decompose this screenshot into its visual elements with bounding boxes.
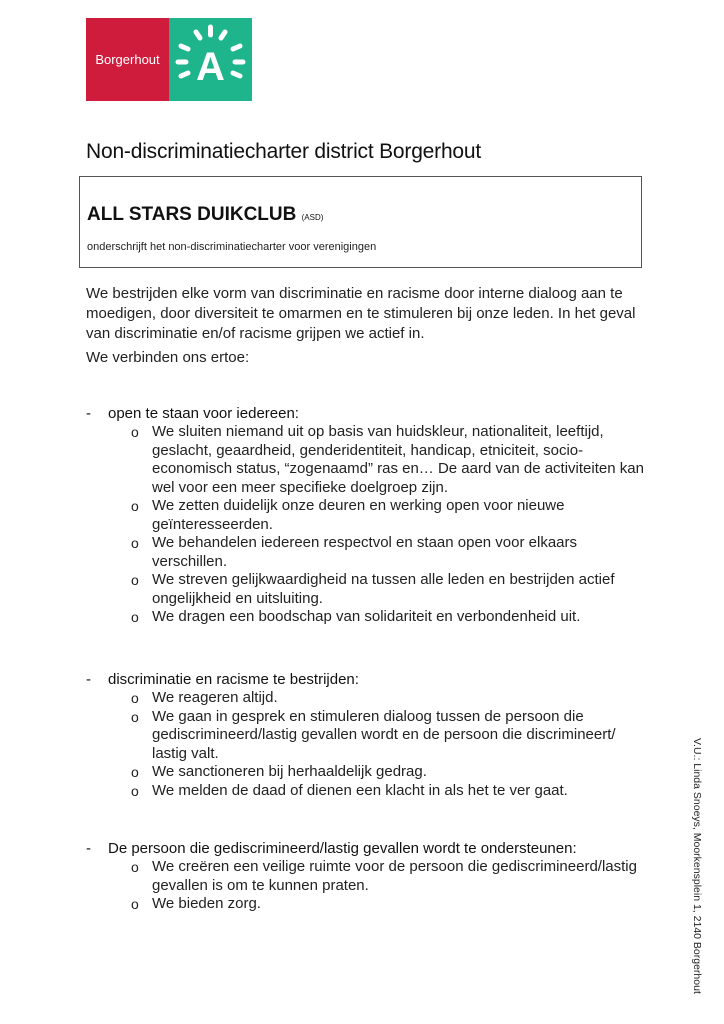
list-item-text: We gaan in gesprek en stimuleren dialoog tussen de persoon die gediscrimineerd/lastig gevallen wordt en de persoon die discrimineert/ lastig valt.	[152, 707, 616, 762]
section-ondersteunen	[86, 839, 646, 914]
list-item	[131, 571, 646, 608]
section-heading-text: open te staan voor iedereen:	[108, 405, 299, 422]
section-heading-text: discriminatie en racisme te bestrijden:	[108, 671, 359, 688]
list-item-text: We creëren een veilige ruimte voor de persoon die gediscrimineerd/lastig gevallen is om te kunnen praten.	[152, 858, 637, 894]
circle-bullet-icon: o	[131, 896, 139, 912]
responsible-publisher: V.U.: Linda Snoeys, Moorkensplein 1, 2140 Borgerhout	[691, 738, 703, 994]
circle-bullet-icon: o	[131, 708, 139, 725]
list-item-text: We bieden zorg.	[152, 895, 261, 912]
circle-bullet-icon: o	[131, 609, 139, 625]
section-items	[86, 689, 646, 800]
club-abbr: (ASD)	[301, 213, 324, 222]
logo-letter: A	[196, 45, 225, 89]
circle-bullet-icon: o	[131, 498, 139, 514]
list-item-text: We behandelen iedereen respectvol en staan open voor elkaars verschillen.	[152, 534, 578, 570]
dash-bullet: -	[86, 405, 91, 422]
list-item	[131, 781, 646, 801]
section-heading	[86, 670, 646, 689]
district-logo	[86, 18, 252, 101]
antwerpen-a-icon	[169, 18, 252, 101]
list-item	[131, 423, 646, 497]
intro-paragraph: We bestrijden elke vorm van discriminatie en racisme door interne dialoog aan te moedigen, door diversiteit te omarmen en te stimuleren bij onze leden. In het geval van discriminatie en/of racisme grijpen we actief in.	[86, 285, 636, 342]
circle-bullet-icon: o	[131, 782, 139, 799]
list-item	[131, 895, 646, 914]
club-name	[87, 204, 323, 226]
club-box	[79, 176, 642, 268]
circle-bullet-icon: o	[131, 764, 139, 780]
circle-bullet-icon: o	[131, 572, 139, 588]
list-item-text: We zetten duidelijk onze deuren en werking open voor nieuwe geïnteresseerden.	[152, 497, 565, 533]
list-item-text: We sluiten niemand uit op basis van huidskleur, nationaliteit, leeftijd, geslacht, geaardheid, genderidentiteit, handicap, etniciteit, socio-economisch status, “zogenaamd” ras en… De aard van de activiteiten kan wel voor een meer specifieke doelgroep zijn.	[152, 423, 644, 496]
list-item-text: We melden de daad of dienen een klacht in als het te ver gaat.	[152, 781, 568, 799]
list-item-text: We sanctioneren bij herhaaldelijk gedrag.	[152, 763, 427, 780]
page-title: Non-discriminatiecharter district Borgerhout	[86, 140, 482, 163]
list-item	[131, 763, 646, 782]
section-heading-text: De persoon die gediscrimineerd/lastig gevallen wordt te ondersteunen:	[108, 840, 577, 857]
section-heading	[86, 404, 646, 423]
dash-bullet: -	[86, 671, 91, 688]
section-items	[86, 423, 646, 627]
list-item	[131, 707, 646, 764]
dash-bullet: -	[86, 840, 91, 857]
section-open	[86, 404, 646, 627]
circle-bullet-icon: o	[131, 690, 139, 706]
section-heading	[86, 839, 646, 858]
club-name-text: ALL STARS DUIKCLUB	[87, 204, 297, 225]
list-item-text: We streven gelijkwaardigheid na tussen alle leden en bestrijden actief ongelijkheid en uitsluiting.	[152, 571, 615, 607]
commitment-line: We verbinden ons ertoe:	[86, 349, 250, 366]
circle-bullet-icon: o	[131, 424, 139, 440]
list-item-text: We dragen een boodschap van solidariteit en verbondenheid uit.	[152, 608, 581, 625]
list-item-text: We reageren altijd.	[152, 689, 278, 706]
club-subtitle: onderschrijft het non-discriminatiecharter voor verenigingen	[87, 241, 377, 253]
section-bestrijden	[86, 670, 646, 800]
list-item	[131, 608, 646, 627]
section-items	[86, 858, 646, 914]
logo-district-label: Borgerhout	[86, 18, 169, 101]
list-item	[131, 689, 646, 708]
circle-bullet-icon: o	[131, 535, 139, 551]
circle-bullet-icon: o	[131, 859, 139, 875]
list-item	[131, 534, 646, 571]
list-item	[131, 497, 646, 534]
list-item	[131, 858, 646, 895]
